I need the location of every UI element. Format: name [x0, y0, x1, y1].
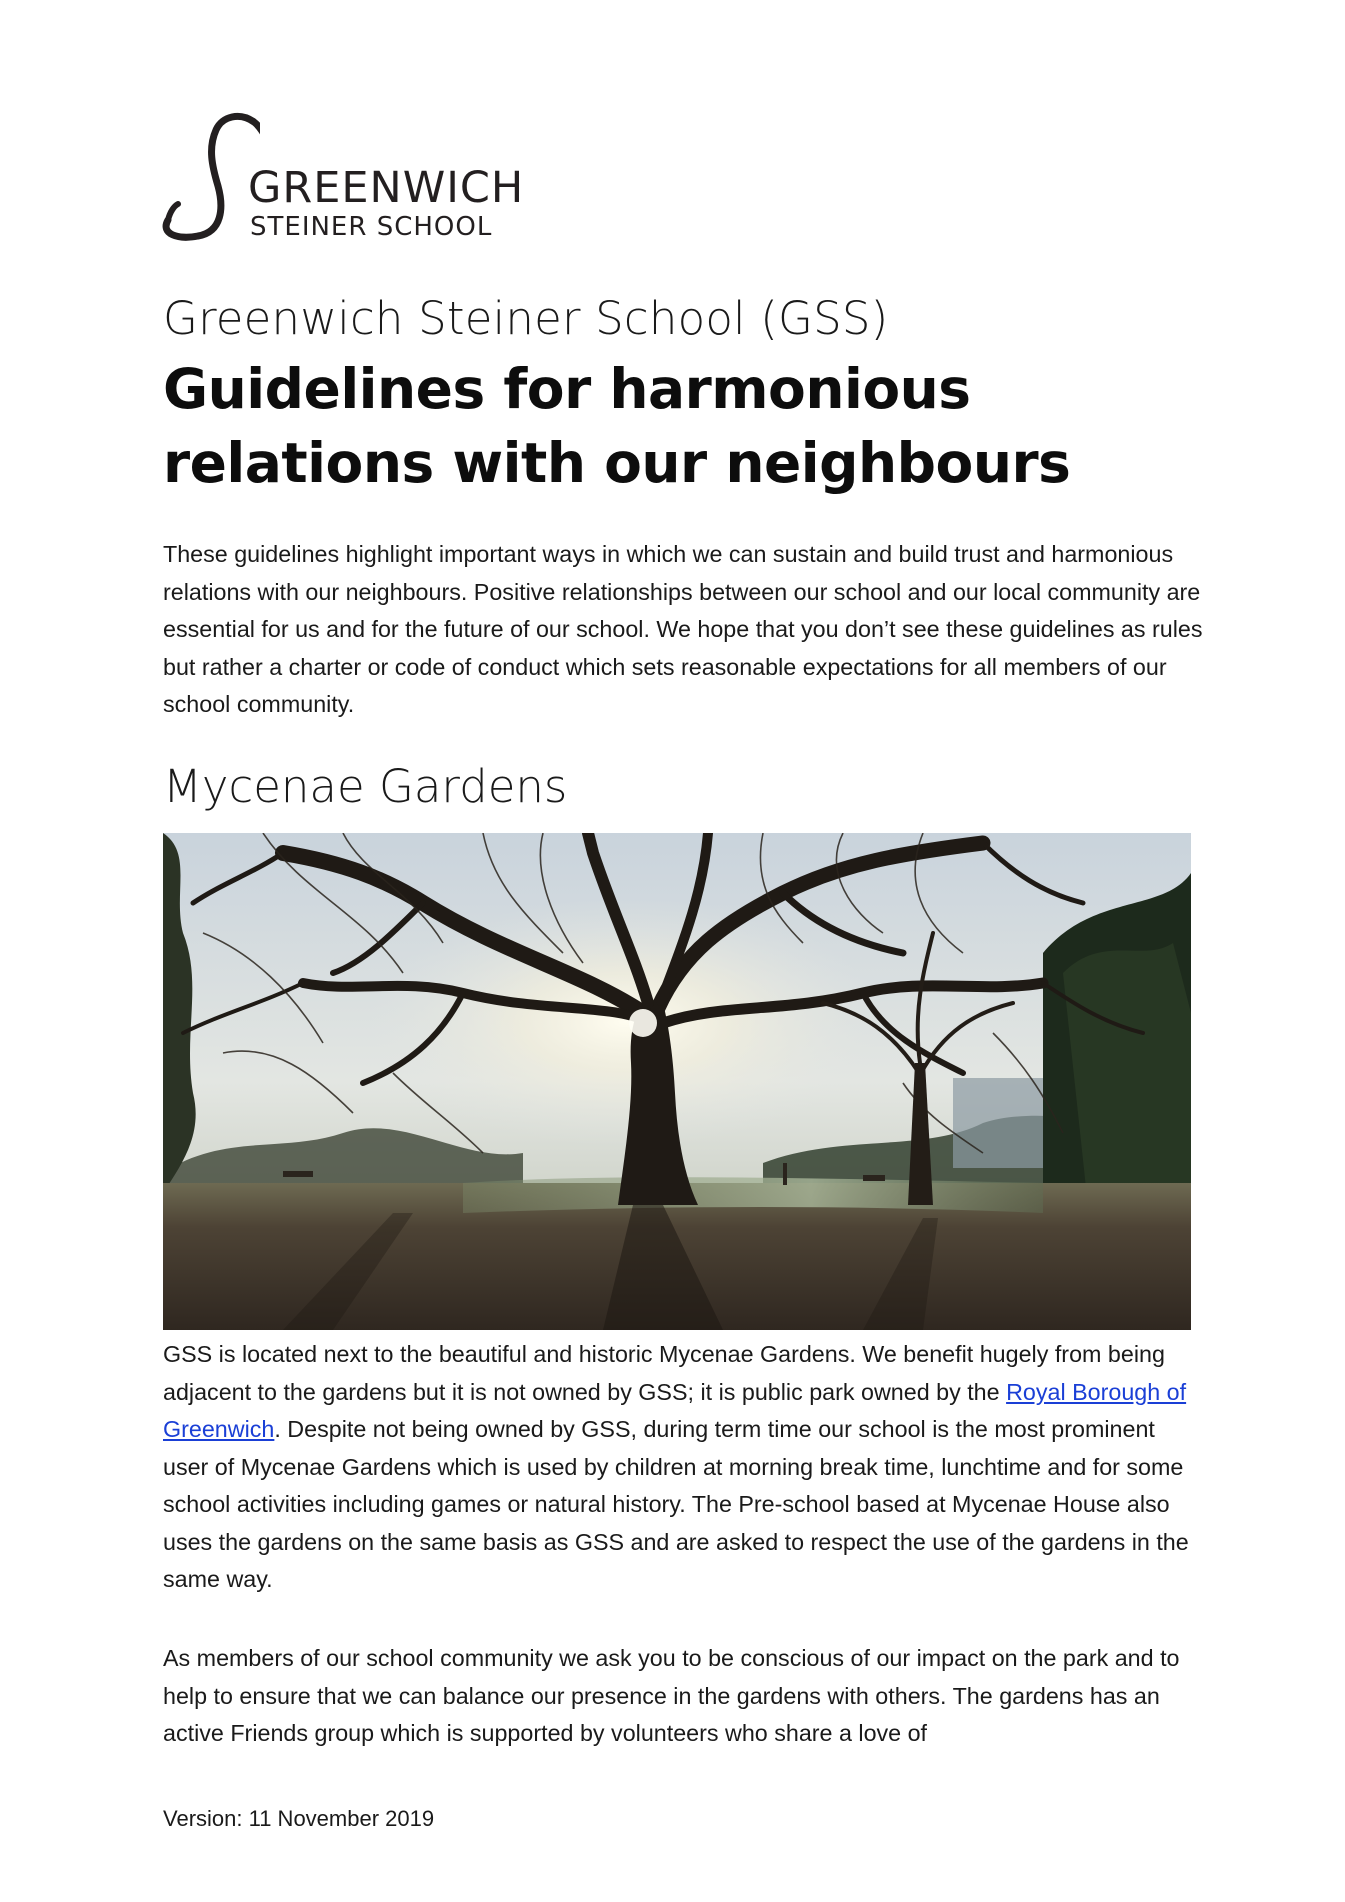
school-logo: [160, 108, 525, 243]
mycenae-gardens-photo: [163, 833, 1191, 1330]
version-footer: Version: 11 November 2019: [163, 1806, 435, 1831]
park-trees-image: [163, 833, 1191, 1330]
mycenae-gardens-paragraph-2: As members of our school community we ask you to be conscious of our impact on the park and to help to ensure that we can balance our presence in the gardens with others. The gardens has an active Friends group which is supported by volunteers who share a love of: [163, 1645, 1180, 1746]
s-swash-logo-icon: [160, 108, 260, 243]
p2-text-before: GSS is located next to the beautiful and historic Mycenae Gardens. We benefit hugely from being adjacent to the gardens but it is not owned by GSS; it is public park owned by the: [163, 1341, 1165, 1405]
intro-paragraph: These guidelines highlight important ways in which we can sustain and build trust and harmonious relations with our neighbours. Positive relationships between our school and our local community are essential for us and for the future of our school. We hope that you don’t see these guidelines as rules but rather a charter or code of conduct which sets reasonable expectations for all members of our school community.: [163, 541, 1203, 717]
p2-text-after: . Despite not being owned by GSS, during term time our school is the most prominent user of Mycenae Gardens which is used by children at morning break time, lunchtime and for some school activities including games or natural history. The Pre-school based at Mycenae House also uses the gardens on the same basis as GSS and are asked to respect the use of the gardens in the same way.: [163, 1416, 1189, 1592]
logo-line-greenwich: GREENWICH: [248, 163, 525, 213]
section-heading-mycenae-gardens: Mycenae Gardens: [163, 760, 568, 813]
royal-borough-link[interactable]: Royal Borough of Greenwich: [163, 1378, 1187, 1442]
document-title: Guidelines for harmonious relations with our neighbours: [163, 357, 1071, 495]
mycenae-gardens-paragraph-1: [163, 1336, 1203, 1599]
logo-line-steiner-school: STEINER SCHOOL: [250, 212, 493, 242]
document-subtitle: Greenwich Steiner School (GSS): [163, 292, 889, 345]
